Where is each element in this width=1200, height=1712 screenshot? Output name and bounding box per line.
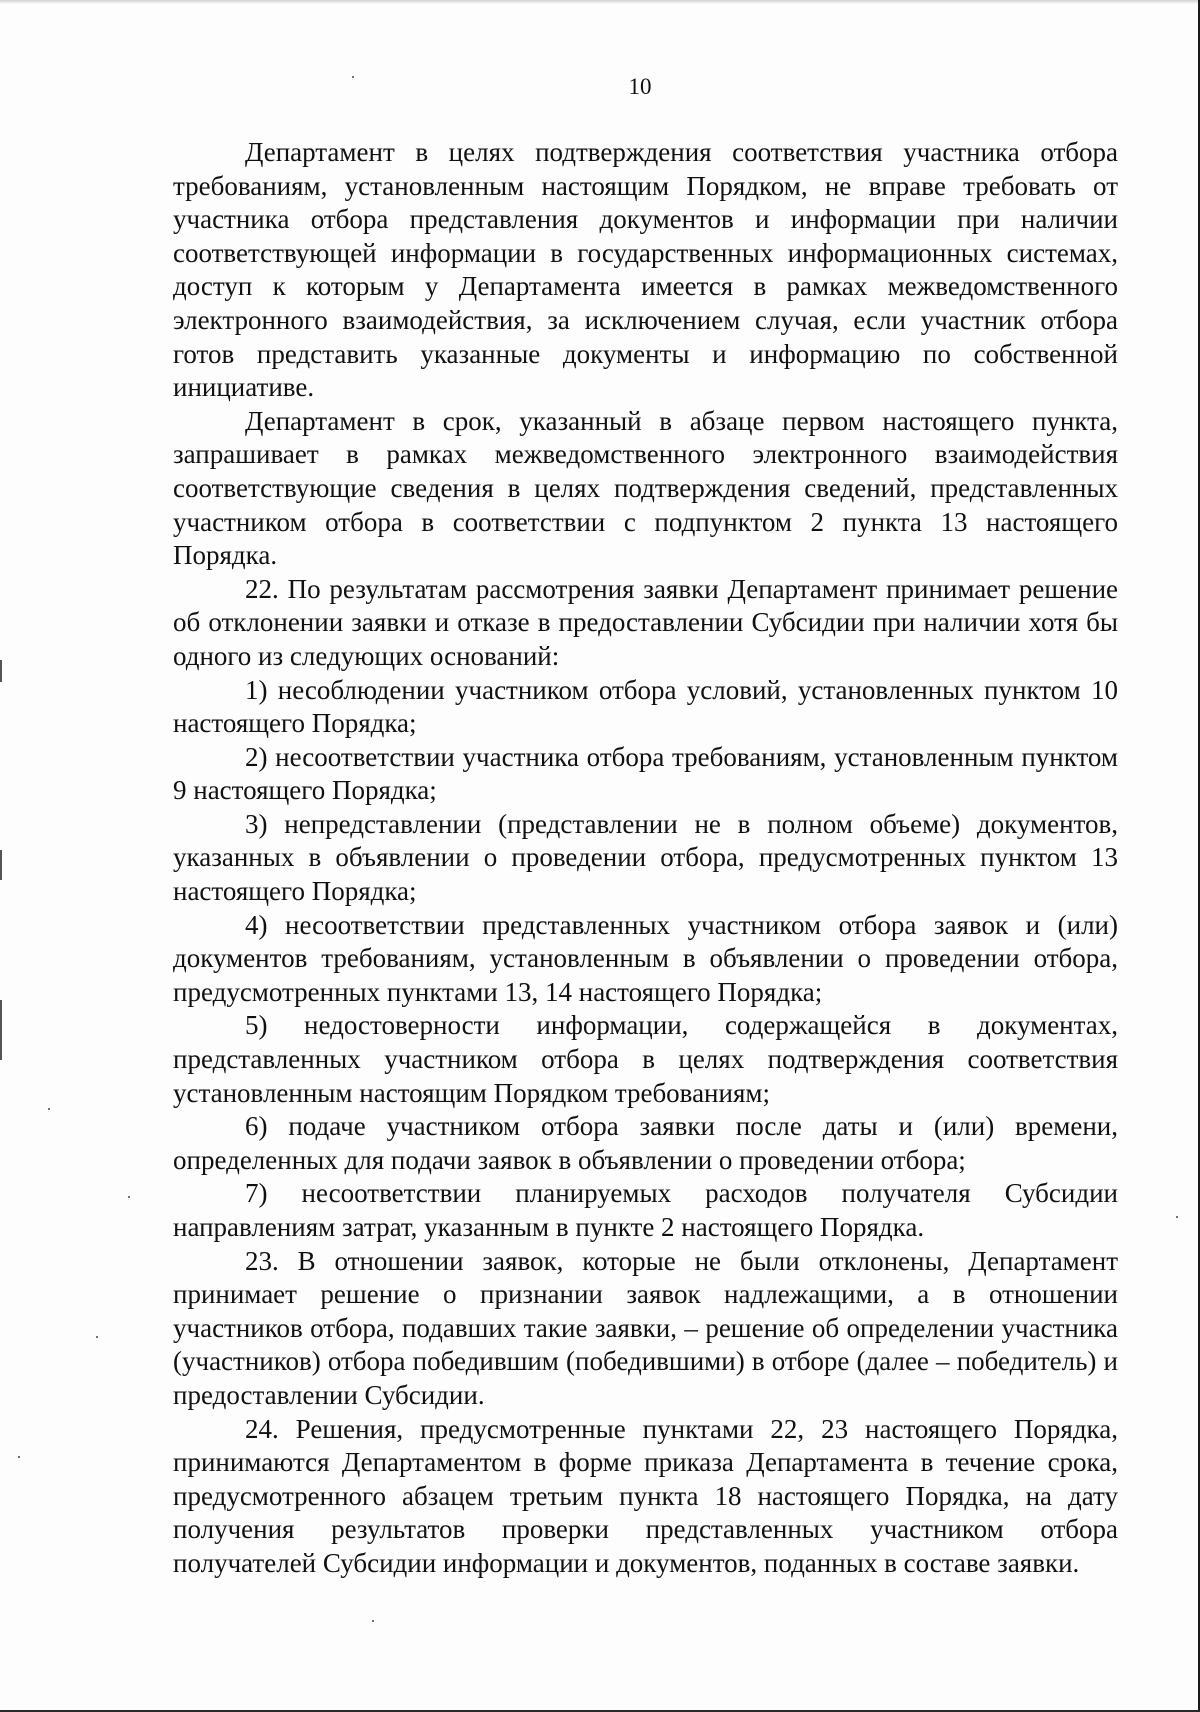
scan-edge-top xyxy=(0,0,1200,4)
scan-speck xyxy=(18,1456,20,1458)
scan-speck xyxy=(1176,1216,1178,1218)
clause-22-item-6: 6) подаче участником отбора заявки после даты и (или) времени, определенных для подачи заявок в объявлении о проведении отбора; xyxy=(173,1111,1118,1175)
clause-22-item-7: 7) несоответствии планируемых расходов получателя Субсидии направлениям затрат, указанным в пункте 2 настоящего Порядка. xyxy=(173,1178,1118,1242)
scan-speck xyxy=(96,1336,98,1338)
scan-speck xyxy=(372,1620,374,1622)
scan-artifact xyxy=(0,660,2,682)
clause-22-item-2: 2) несоответствии участника отбора требованиям, установленным пунктом 9 настоящего Порядка; xyxy=(173,741,1118,806)
paragraph-data-verification: Департамент в целях подтверждения соответствия участника отбора требованиям, установленным настоящим Порядком, не вправе требовать от участника отбора представления документов и информации при наличии соответствующей информации в государственных информационных системах, доступ к которым у Департамента имеется в рамках межведомственного электронного взаимодействия, за исключением случая, если участник отбора готов представить указанные документы и информацию по собственной инициативе. xyxy=(173,137,1118,403)
clause-22-item-5: 5) недостоверности информации, содержащейся в документах, представленных участником отбора в целях подтверждения соответствия установленным настоящим Порядком требованиям; xyxy=(173,1010,1118,1108)
scan-speck xyxy=(128,1196,130,1198)
document-body xyxy=(173,136,1118,1581)
scan-artifact xyxy=(0,1000,2,1060)
clause-22-item-1: 1) несоблюдении участником отбора условий, установленных пунктом 10 настоящего Порядка; xyxy=(173,674,1118,739)
clause-22-item-3: 3) непредставлении (представлении не в полном объеме) документов, указанных в объявлении о проведении отбора, предусмотренных пунктом 13 настоящего Порядка; xyxy=(173,808,1118,907)
scan-artifact xyxy=(0,850,2,880)
scan-speck xyxy=(48,1108,50,1110)
clause-23: 23. В отношении заявок, которые не были отклонены, Департамент принимает решение о признании заявок надлежащими, а в отношении участников отбора, подавших такие заявки, – решение об определении участника (участников) отбора победившим (победившими) в отборе (далее – победитель) и предоставлении Субсидии. xyxy=(173,1245,1118,1410)
paragraph-interagency-request: Департамент в срок, указанный в абзаце первом настоящего пункта, запрашивает в рамках межведомственного электронного взаимодействия соответствующие сведения в целях подтверждения сведений, представленных участником отбора в соответствии с подпунктом 2 пункта 13 настоящего Порядка. xyxy=(173,405,1118,571)
clause-24: 24. Решения, предусмотренные пунктами 22, 23 настоящего Порядка, принимаются Департаментом в форме приказа Департамента в течение срока, предусмотренного абзацем третьим пункта 18 настоящего Порядка, на дату получения результатов проверки представленных участником отбора получателей Субсидии информации и документов, поданных в составе заявки. xyxy=(173,1413,1118,1578)
clause-22: 22. По результатам рассмотрения заявки Департамент принимает решение об отклонении заявки и отказе в предоставлении Субсидии при наличии хотя бы одного из следующих оснований: xyxy=(173,573,1118,671)
page-number: 10 xyxy=(628,74,652,99)
clause-22-item-4: 4) несоответствии представленных участником отбора заявок и (или) документов требованиям, установленным в объявлении о проведении отбора, предусмотренных пунктами 13, 14 настоящего Порядка; xyxy=(173,909,1118,1007)
